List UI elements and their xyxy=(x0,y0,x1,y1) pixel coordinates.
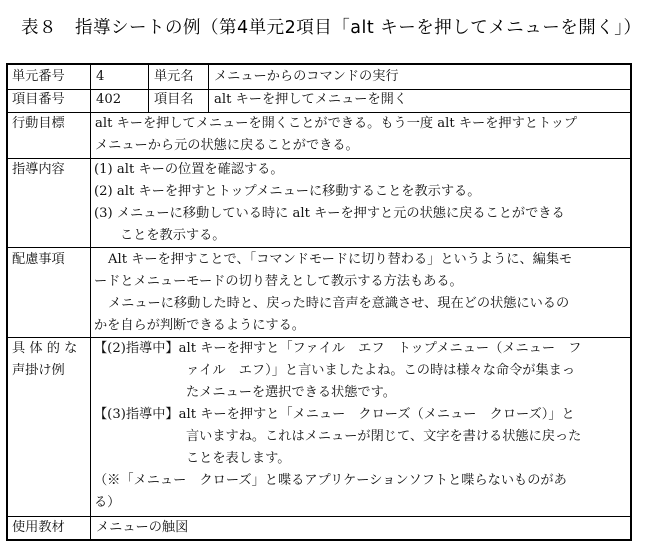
sheet-title: 表８ 指導シートの例（第4単元2項目「alt キーを押してメニューを開く」） xyxy=(21,18,642,38)
text-line: 【(2)指導中】alt キーを押すと「ファイル エフ トップメニュー（メニュー フ xyxy=(94,341,582,356)
text-line: (2) alt キーを押すとトップメニューに移動することを教示する。 xyxy=(94,184,481,199)
item-name-value: alt キーを押してメニューを開く xyxy=(214,92,408,107)
text-line: （※「メニュー クローズ」と喋るアプリケーションソフトと喋らないものがあ xyxy=(94,473,567,488)
text-line: たメニューを選択できる状態です。 xyxy=(186,385,396,400)
column-divider xyxy=(148,65,149,112)
column-divider xyxy=(208,65,209,112)
text-line: ことを表します。 xyxy=(186,451,291,466)
teaching-material-label: 使用教材 xyxy=(12,520,65,535)
text-line: (3) メニューに移動している時に alt キーを押すと元の状態に戻ることができる xyxy=(94,206,565,221)
unit-number-label: 単元番号 xyxy=(12,69,65,84)
item-name-label: 項目名 xyxy=(154,92,194,107)
text-line: (1) alt キーの位置を確認する。 xyxy=(94,162,284,177)
text-line: 言いますね。これはメニューが閉じて、文字を書ける状態に戻った xyxy=(186,429,582,444)
text-line: ァイル エフ）」と言いましたよね。この時は様々な命令が集まっ xyxy=(186,363,576,378)
item-number-value: 402 xyxy=(96,92,122,107)
example-phrases-label-line-1: 具 体 的 な xyxy=(12,341,78,356)
text-line: ードとメニューモードの切り替えとして教示する方法もある。 xyxy=(94,274,463,289)
text-line: 【(3)指導中】alt キーを押すと「メニュー クローズ（メニュー クローズ）」と xyxy=(94,407,575,422)
column-divider xyxy=(90,65,91,541)
guidance-sheet-table xyxy=(6,63,632,541)
row-divider xyxy=(8,247,630,248)
instruction-content-label: 指導内容 xyxy=(12,162,65,177)
text-line: ことを教示する。 xyxy=(120,228,226,243)
unit-name-label: 単元名 xyxy=(154,69,194,84)
behavior-goal-label: 行動目標 xyxy=(12,116,65,131)
text-line: る） xyxy=(94,495,121,510)
item-number-label: 項目番号 xyxy=(12,92,65,107)
teaching-material-value: メニューの触図 xyxy=(96,520,189,535)
unit-number-value: 4 xyxy=(96,69,105,84)
example-phrases-label-line-2: 声掛け例 xyxy=(12,363,65,378)
text-line: かを自らが判断できるようにする。 xyxy=(94,318,305,333)
unit-name-value: メニューからのコマンドの実行 xyxy=(214,69,399,84)
text-line: alt キーを押してメニューを開くことができる。もう一度 alt キーを押すとトップ xyxy=(95,116,578,131)
text-line: メニューに移動した時と、戻った時に音声を意識させ、現在どの状態にいるの xyxy=(108,296,570,311)
text-line: Alt キーを押すことで、「コマンドモードに切り替わる」というように、編集モ xyxy=(108,252,573,267)
considerations-label: 配慮事項 xyxy=(12,252,65,267)
text-line: メニューから元の状態に戻ることができる。 xyxy=(95,138,359,153)
